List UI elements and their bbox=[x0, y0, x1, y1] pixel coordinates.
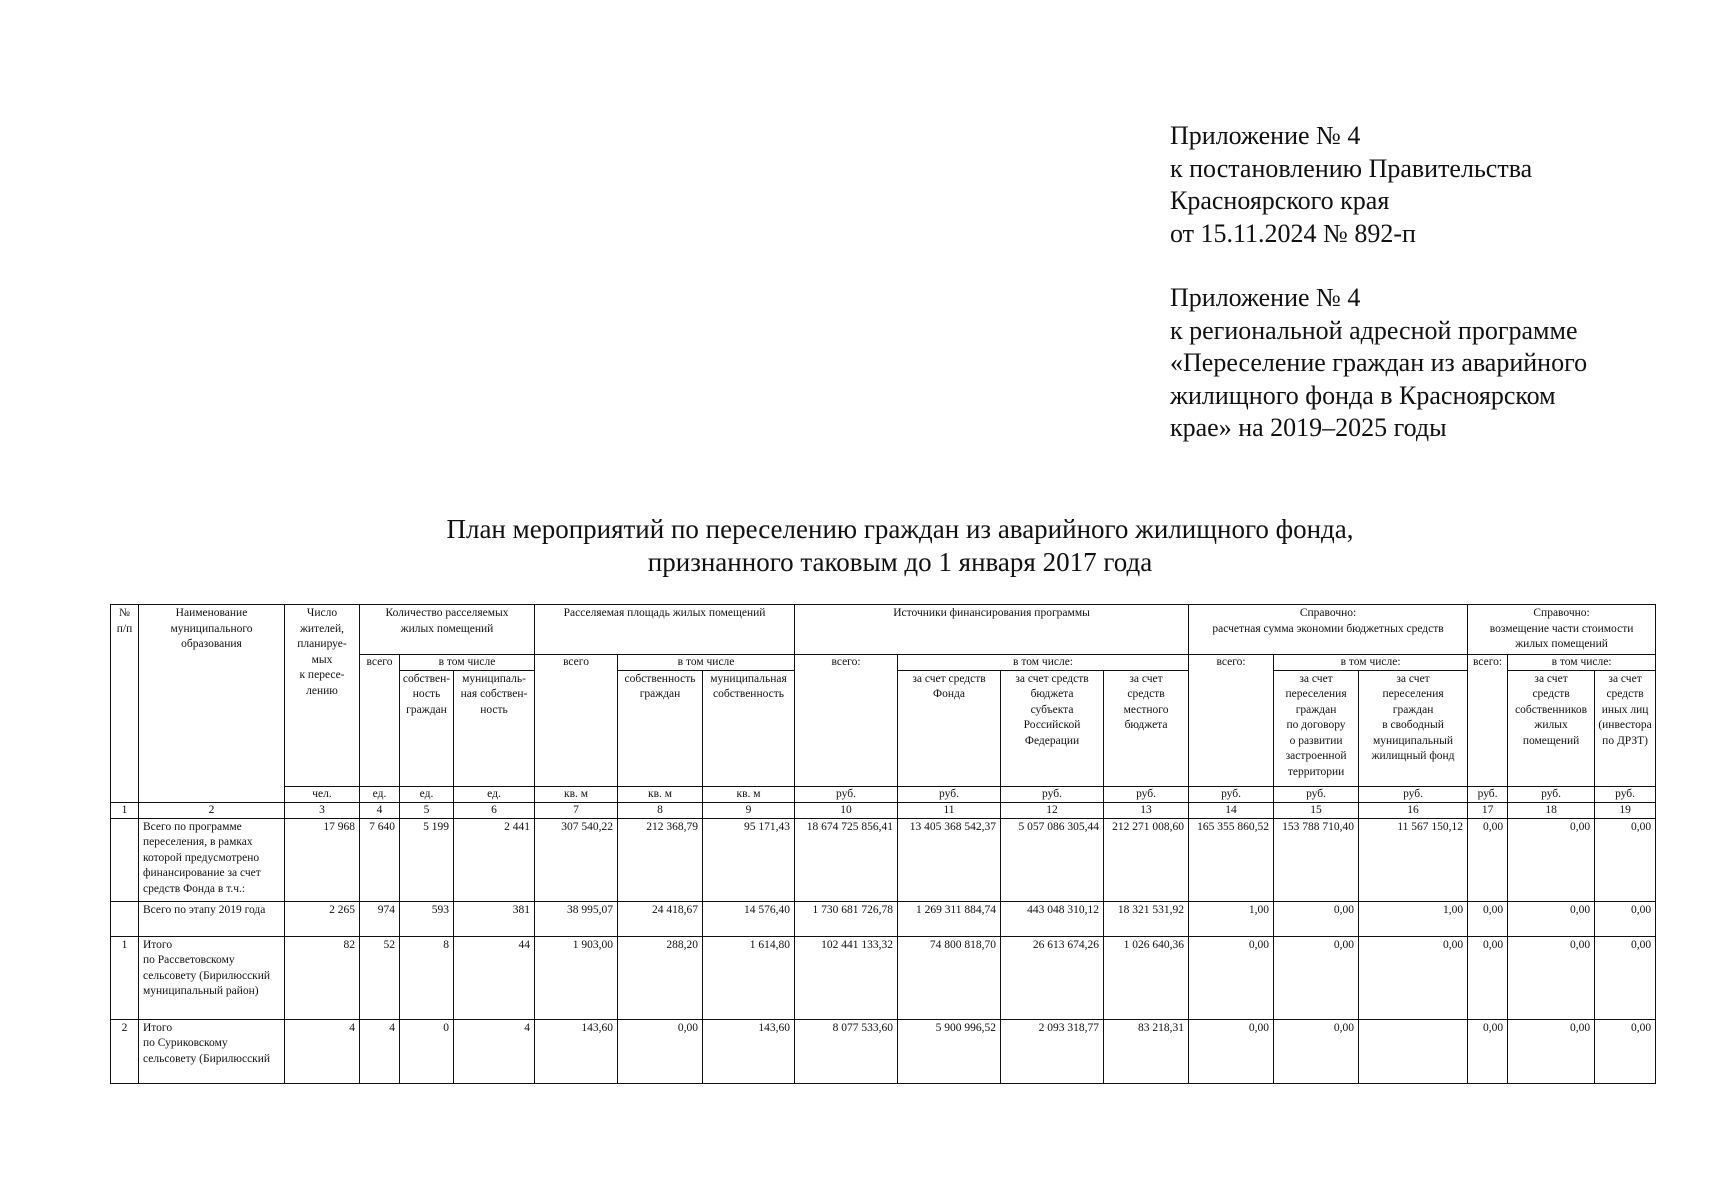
appendix-program bbox=[1170, 282, 1587, 445]
header-finance-including: в том числе: bbox=[898, 654, 1189, 670]
value-cell bbox=[1359, 1019, 1468, 1083]
value-cell: 2 093 318,77 bbox=[1001, 1019, 1104, 1083]
value-cell: 1 903,00 bbox=[535, 936, 618, 1019]
column-number: 7 bbox=[535, 802, 618, 818]
column-number: 13 bbox=[1104, 802, 1189, 818]
value-cell: 0,00 bbox=[1508, 936, 1595, 1019]
unit-cell: руб. bbox=[1274, 786, 1359, 802]
value-cell: 95 171,43 bbox=[703, 818, 795, 901]
unit-cell: ед. bbox=[400, 786, 454, 802]
unit-cell: руб. bbox=[1595, 786, 1656, 802]
value-cell: 0,00 bbox=[1189, 936, 1274, 1019]
header-area-municipal: муниципальная собственность bbox=[703, 670, 795, 786]
value-cell: 0,00 bbox=[1274, 936, 1359, 1019]
value-cell: 307 540,22 bbox=[535, 818, 618, 901]
value-cell: 14 576,40 bbox=[703, 901, 795, 936]
header-rooms-group: Количество расселяемых жилых помещений bbox=[360, 605, 535, 655]
value-cell: 24 418,67 bbox=[618, 901, 703, 936]
header-rooms-municipal: муниципаль- ная собствен- ность bbox=[454, 670, 535, 786]
value-cell: 7 640 bbox=[360, 818, 400, 901]
header-savings-development: за счет переселения граждан по договору о развитии застроенной территории bbox=[1274, 670, 1359, 786]
column-number: 6 bbox=[454, 802, 535, 818]
value-cell: 1 026 640,36 bbox=[1104, 936, 1189, 1019]
value-cell: 443 048 310,12 bbox=[1001, 901, 1104, 936]
header-savings-total: всего: bbox=[1189, 654, 1274, 786]
row-number-cell: 1 bbox=[111, 936, 139, 1019]
unit-cell: руб. bbox=[795, 786, 898, 802]
column-number: 16 bbox=[1359, 802, 1468, 818]
header-area-total: всего bbox=[535, 654, 618, 786]
header-compensation-investors: за счет средств иных лиц (инвестора по ДРЗТ) bbox=[1595, 670, 1656, 786]
table-row bbox=[111, 818, 1656, 901]
unit-cell: руб. bbox=[1189, 786, 1274, 802]
value-cell: 0,00 bbox=[1595, 936, 1656, 1019]
header-residents: Число жителей, планируе- мых к пересе- лению bbox=[285, 605, 360, 787]
header-area-group: Расселяемая площадь жилых помещений bbox=[535, 605, 795, 655]
value-cell: 5 057 086 305,44 bbox=[1001, 818, 1104, 901]
table-body bbox=[111, 802, 1656, 1083]
row-number-cell bbox=[111, 818, 139, 901]
plan-title-line: План мероприятий по переселению граждан из аварийного жилищного фонда, bbox=[446, 514, 1354, 544]
value-cell: 1,00 bbox=[1359, 901, 1468, 936]
appendix-line: Приложение № 4 bbox=[1170, 283, 1361, 312]
column-number: 4 bbox=[360, 802, 400, 818]
column-number: 1 bbox=[111, 802, 139, 818]
header-rooms-including: в том числе bbox=[400, 654, 535, 670]
appendix-block bbox=[1170, 120, 1587, 445]
header-area-owned: собственность граждан bbox=[618, 670, 703, 786]
header-area-including: в том числе bbox=[618, 654, 795, 670]
table-row bbox=[111, 901, 1656, 936]
value-cell: 13 405 368 542,37 bbox=[898, 818, 1001, 901]
header-finance-local-budget: за счет средств местного бюджета bbox=[1104, 670, 1189, 786]
value-cell: 82 bbox=[285, 936, 360, 1019]
header-rooms-owned: собствен- ность граждан bbox=[400, 670, 454, 786]
unit-cell: руб. bbox=[1508, 786, 1595, 802]
value-cell: 288,20 bbox=[618, 936, 703, 1019]
value-cell: 8 bbox=[400, 936, 454, 1019]
unit-cell: руб. bbox=[1468, 786, 1508, 802]
value-cell: 974 bbox=[360, 901, 400, 936]
value-cell: 0,00 bbox=[1468, 818, 1508, 901]
municipality-name-cell: Всего по программе переселения, в рамках которой предусмотрено финансирование за счет средств Фонда в т.ч.: bbox=[139, 818, 285, 901]
value-cell: 0,00 bbox=[1274, 1019, 1359, 1083]
value-cell: 4 bbox=[285, 1019, 360, 1083]
value-cell: 0,00 bbox=[618, 1019, 703, 1083]
value-cell: 44 bbox=[454, 936, 535, 1019]
value-cell: 102 441 133,32 bbox=[795, 936, 898, 1019]
value-cell: 143,60 bbox=[535, 1019, 618, 1083]
column-number: 5 bbox=[400, 802, 454, 818]
municipality-name-cell: Всего по этапу 2019 года bbox=[139, 901, 285, 936]
unit-cell: руб. bbox=[1001, 786, 1104, 802]
appendix-line: Приложение № 4 bbox=[1170, 121, 1361, 150]
value-cell: 0,00 bbox=[1508, 1019, 1595, 1083]
column-number-row bbox=[111, 802, 1656, 818]
header-finance-subject-budget: за счет средств бюджета субъекта Российской Федерации bbox=[1001, 670, 1104, 786]
appendix-decree bbox=[1170, 120, 1587, 250]
header-municipality: Наименование муниципального образования bbox=[139, 605, 285, 803]
value-cell: 212 368,79 bbox=[618, 818, 703, 901]
value-cell: 0,00 bbox=[1508, 901, 1595, 936]
value-cell: 38 995,07 bbox=[535, 901, 618, 936]
value-cell: 0,00 bbox=[1468, 936, 1508, 1019]
value-cell: 1 269 311 884,74 bbox=[898, 901, 1001, 936]
value-cell: 0,00 bbox=[1359, 936, 1468, 1019]
municipality-name-cell: Итого по Рассветовскому сельсовету (Бирилюсский муниципальный район) bbox=[139, 936, 285, 1019]
column-number: 8 bbox=[618, 802, 703, 818]
value-cell: 2 265 bbox=[285, 901, 360, 936]
value-cell: 2 441 bbox=[454, 818, 535, 901]
value-cell: 74 800 818,70 bbox=[898, 936, 1001, 1019]
appendix-line: Красноярского края bbox=[1170, 186, 1390, 215]
value-cell: 212 271 008,60 bbox=[1104, 818, 1189, 901]
unit-cell: кв. м bbox=[535, 786, 618, 802]
value-cell: 4 bbox=[360, 1019, 400, 1083]
value-cell: 0,00 bbox=[1595, 818, 1656, 901]
header-finance-fund: за счет средств Фонда bbox=[898, 670, 1001, 786]
value-cell: 0,00 bbox=[1508, 818, 1595, 901]
header-finance-total: всего: bbox=[795, 654, 898, 786]
unit-cell: руб. bbox=[898, 786, 1001, 802]
header-compensation-owners: за счет средств собственников жилых помещений bbox=[1508, 670, 1595, 786]
value-cell: 381 bbox=[454, 901, 535, 936]
appendix-line: крае» на 2019–2025 годы bbox=[1170, 413, 1447, 442]
value-cell: 143,60 bbox=[703, 1019, 795, 1083]
value-cell: 52 bbox=[360, 936, 400, 1019]
value-cell: 0 bbox=[400, 1019, 454, 1083]
header-compensation-including: в том числе: bbox=[1508, 654, 1656, 670]
value-cell: 83 218,31 bbox=[1104, 1019, 1189, 1083]
header-compensation-group: Справочно: возмещение части стоимости жилых помещений bbox=[1468, 605, 1656, 655]
row-number-cell: 2 bbox=[111, 1019, 139, 1083]
value-cell: 5 900 996,52 bbox=[898, 1019, 1001, 1083]
unit-cell: ед. bbox=[454, 786, 535, 802]
value-cell: 11 567 150,12 bbox=[1359, 818, 1468, 901]
unit-cell: кв. м bbox=[703, 786, 795, 802]
header-savings-including: в том числе: bbox=[1274, 654, 1468, 670]
value-cell: 18 674 725 856,41 bbox=[795, 818, 898, 901]
plan-title bbox=[300, 513, 1500, 579]
column-number: 18 bbox=[1508, 802, 1595, 818]
value-cell: 0,00 bbox=[1468, 901, 1508, 936]
column-number: 9 bbox=[703, 802, 795, 818]
unit-cell: чел. bbox=[285, 786, 360, 802]
value-cell: 1 614,80 bbox=[703, 936, 795, 1019]
value-cell: 0,00 bbox=[1595, 901, 1656, 936]
value-cell: 1,00 bbox=[1189, 901, 1274, 936]
column-number: 14 bbox=[1189, 802, 1274, 818]
value-cell: 5 199 bbox=[400, 818, 454, 901]
unit-cell: руб. bbox=[1359, 786, 1468, 802]
appendix-line: к региональной адресной программе bbox=[1170, 315, 1578, 345]
value-cell: 4 bbox=[454, 1019, 535, 1083]
header-rooms-total: всего bbox=[360, 654, 400, 786]
table-row bbox=[111, 1019, 1656, 1083]
municipality-name-cell: Итого по Суриковскому сельсовету (Бирилюсский bbox=[139, 1019, 285, 1083]
row-number-cell bbox=[111, 901, 139, 936]
appendix-line: жилищного фонда в Красноярском bbox=[1170, 380, 1556, 410]
column-number: 3 bbox=[285, 802, 360, 818]
plan-title-line: признанного таковым до 1 января 2017 года bbox=[647, 547, 1153, 577]
value-cell: 17 968 bbox=[285, 818, 360, 901]
column-number: 12 bbox=[1001, 802, 1104, 818]
value-cell: 26 613 674,26 bbox=[1001, 936, 1104, 1019]
value-cell: 165 355 860,52 bbox=[1189, 818, 1274, 901]
appendix-line: «Переселение граждан из аварийного bbox=[1170, 348, 1588, 377]
value-cell: 0,00 bbox=[1189, 1019, 1274, 1083]
value-cell: 153 788 710,40 bbox=[1274, 818, 1359, 901]
value-cell: 0,00 bbox=[1468, 1019, 1508, 1083]
value-cell: 0,00 bbox=[1274, 901, 1359, 936]
value-cell: 593 bbox=[400, 901, 454, 936]
value-cell: 0,00 bbox=[1595, 1019, 1656, 1083]
unit-cell: ед. bbox=[360, 786, 400, 802]
value-cell: 1 730 681 726,78 bbox=[795, 901, 898, 936]
unit-cell: руб. bbox=[1104, 786, 1189, 802]
column-number: 15 bbox=[1274, 802, 1359, 818]
unit-cell: кв. м bbox=[618, 786, 703, 802]
value-cell: 8 077 533,60 bbox=[795, 1019, 898, 1083]
header-finance-group: Источники финансирования программы bbox=[795, 605, 1189, 655]
column-number: 10 bbox=[795, 802, 898, 818]
column-number: 2 bbox=[139, 802, 285, 818]
appendix-line: к постановлению Правительства bbox=[1170, 153, 1533, 183]
header-savings-free-fund: за счет переселения граждан в свободный муниципальный жилищный фонд bbox=[1359, 670, 1468, 786]
header-row-number: № п/п bbox=[111, 605, 139, 803]
column-number: 19 bbox=[1595, 802, 1656, 818]
header-compensation-total: всего: bbox=[1468, 654, 1508, 786]
value-cell: 18 321 531,92 bbox=[1104, 901, 1189, 936]
table-row bbox=[111, 936, 1656, 1019]
column-number: 11 bbox=[898, 802, 1001, 818]
appendix-line: от 15.11.2024 № 892-п bbox=[1170, 218, 1416, 248]
resettlement-plan-table bbox=[110, 604, 1656, 1084]
column-number: 17 bbox=[1468, 802, 1508, 818]
header-savings-group: Справочно: расчетная сумма экономии бюджетных средств bbox=[1189, 605, 1468, 655]
